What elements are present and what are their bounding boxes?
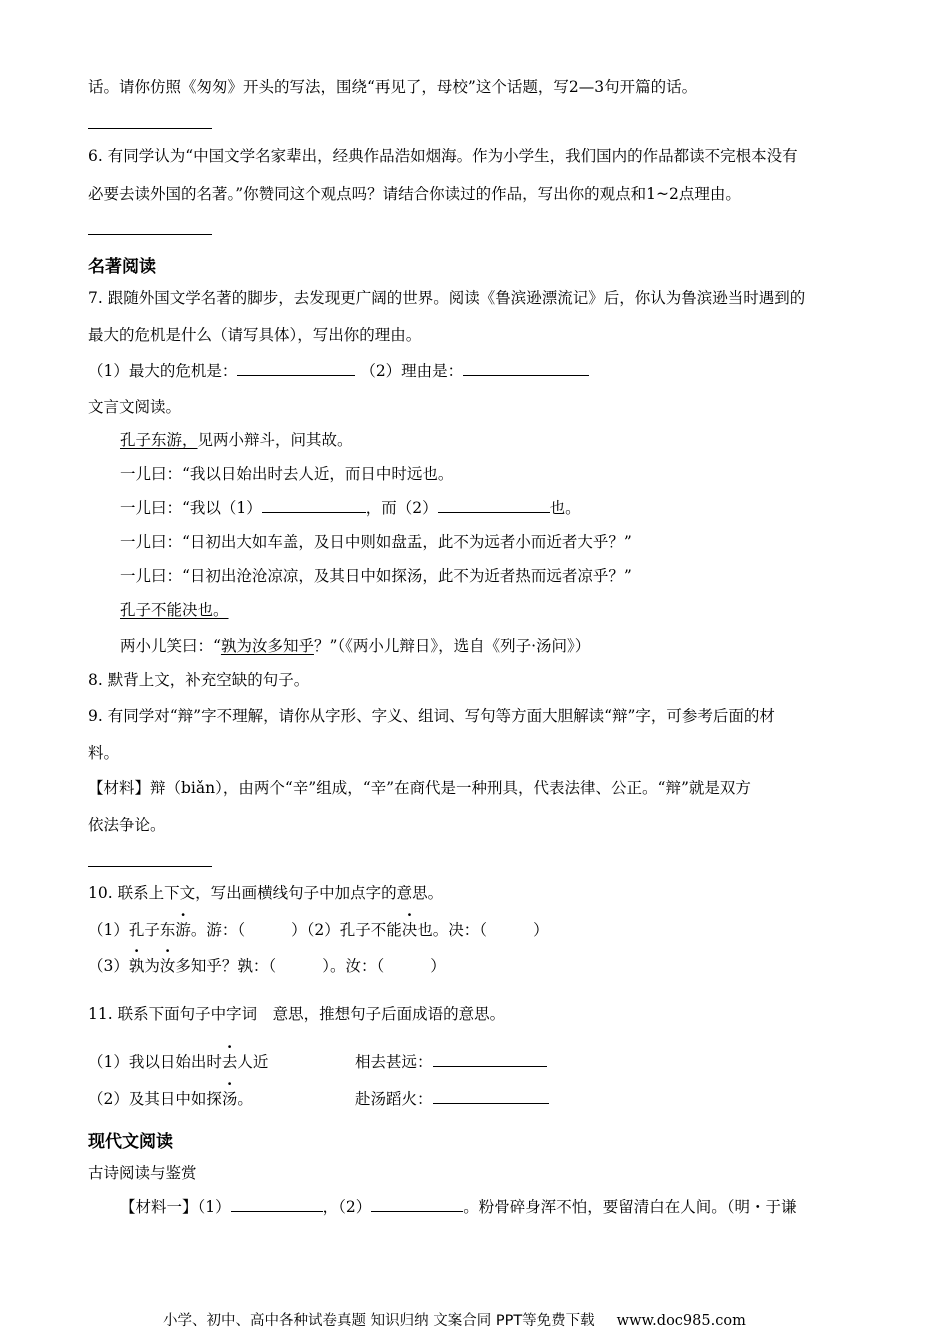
wenyan-line2: 一儿曰：“我以日始出时去人近，而日中时远也。 — [120, 465, 454, 483]
q10-p3-c: 多知乎？孰：（ — [175, 957, 277, 975]
wenyan-line7 — [120, 636, 590, 656]
q11-idiom2-label: 赴汤蹈火： — [355, 1090, 433, 1108]
q10-row2 — [88, 956, 446, 976]
material-one-blank-1[interactable] — [231, 1197, 323, 1212]
q11-stem: 11. 联系下面句子中字词 意思，推想句子后面成语的意思。 — [88, 1005, 506, 1023]
q8: 8. 默背上文，补充空缺的句子。 — [88, 671, 310, 689]
q10-p1-c: ）（2）孔子不能 — [291, 921, 402, 939]
q10-p3-a: （3） — [88, 957, 129, 975]
q7-line1: 7. 跟随外国文学名著的脚步，去发现更广阔的世界。阅读《鲁滨逊漂流记》后，你认为鲁滨逊当时遇到的 — [88, 289, 806, 307]
q10-p1-e: ） — [533, 921, 549, 939]
q11-r2-a: （2）及其日中如探 — [88, 1090, 222, 1108]
q6-line2: 必要去读外国的名著。”你赞同这个观点吗？请结合你读过的作品，写出你的观点和1~2点理由。 — [88, 185, 741, 203]
page-footer — [163, 1309, 746, 1330]
q11-idiom1-label: 相去甚远： — [355, 1053, 433, 1071]
q7-blank-reason[interactable] — [463, 361, 589, 376]
wenyan-line7-a: 两小儿笑曰：“ — [120, 637, 221, 655]
q10-p1-d: 也。决：（ — [417, 921, 488, 939]
material-one-c: 。粉骨碎身浑不怕，要留清白在人间。（明・于谦 — [463, 1198, 797, 1216]
wenyan-blank-1[interactable] — [262, 498, 366, 513]
wenyan-line3-b: ，而（2） — [365, 499, 438, 517]
wenyan-line1-underlined: 孔子东游， — [120, 431, 198, 449]
material-one-b: ，（2） — [322, 1198, 372, 1216]
dotted-char-you: 游 — [175, 921, 191, 939]
q11-row1 — [88, 1052, 268, 1072]
wenyan-line1 — [120, 430, 353, 450]
q7-part2-label: （2）理由是： — [360, 362, 464, 380]
q10-p1-a: （1）孔子东 — [88, 921, 176, 939]
q9-material-line2: 依法争论。 — [88, 816, 166, 834]
section-heading-classics: 名著阅读 — [88, 257, 156, 277]
q11-r1-a: （1）我以日始出时 — [88, 1053, 222, 1071]
material-one-blank-2[interactable] — [371, 1197, 463, 1212]
wenyan-line4: 一儿曰：“日初出大如车盖，及日中则如盘盂，此不为远者小而近者大乎？” — [120, 533, 632, 551]
dotted-char-jue: 决 — [401, 921, 418, 939]
dotted-char-qu: 去 — [221, 1053, 238, 1071]
material-one — [120, 1197, 797, 1217]
q11-idiom1 — [355, 1052, 547, 1072]
q7-line2: 最大的危机是什么（请写具体），写出你的理由。 — [88, 326, 422, 344]
wenyan-blank-2[interactable] — [438, 498, 550, 513]
q7-answer-row — [88, 361, 589, 381]
q9-material-line1: 【材料】辩（biǎn），由两个“辛”组成，“辛”在商代是一种刑具，代表法律、公正。“辩”就是双方 — [88, 779, 751, 797]
wenyan-line1-rest: 见两小辩斗，问其故。 — [197, 431, 353, 449]
answer-line-q6 — [88, 234, 212, 235]
q10-p3-d: ）。汝：（ — [322, 957, 385, 975]
q10-p3-e: ） — [430, 957, 446, 975]
q7-blank-crisis[interactable] — [237, 361, 355, 376]
footer-url[interactable]: www.doc985.com — [616, 1313, 746, 1329]
q10-p3-b: 为 — [144, 957, 160, 975]
section-heading-modern: 现代文阅读 — [88, 1132, 173, 1152]
poem-intro: 古诗阅读与鉴赏 — [88, 1164, 197, 1182]
q10-row1 — [88, 920, 549, 940]
q11-blank-2[interactable] — [433, 1089, 549, 1104]
wenyan-line6-underlined: 孔子不能决也。 — [120, 601, 229, 619]
wenyan-line7-underlined: 孰为汝多知乎 — [220, 637, 314, 655]
material-one-a: 【材料一】（1） — [120, 1198, 231, 1216]
wenyan-line3-a: 一儿曰：“我以（1） — [120, 499, 262, 517]
dotted-char-ru: 汝 — [159, 957, 176, 975]
wenyan-line6 — [120, 600, 229, 620]
q10-stem: 10. 联系上下文，写出画横线句子中加点字的意思。 — [88, 884, 444, 902]
dotted-char-shu: 孰 — [128, 957, 145, 975]
q11-blank-1[interactable] — [433, 1052, 547, 1067]
q11-idiom2 — [355, 1089, 549, 1109]
q7-part1-label: （1）最大的危机是： — [88, 362, 238, 380]
q11-row2 — [88, 1089, 253, 1109]
q11-r2-b: 。 — [237, 1090, 253, 1108]
dotted-char-tang: 汤 — [221, 1090, 238, 1108]
wenyan-line3 — [120, 498, 581, 518]
q6-line1: 6. 有同学认为“中国文学名家辈出，经典作品浩如烟海。作为小学生，我们国内的作品都读不完根本没有 — [88, 147, 798, 165]
q9-line1: 9. 有同学对“辩”字不理解，请你从字形、字义、组词、写句等方面大胆解读“辩”字，可参考后面的材 — [88, 707, 775, 725]
footer-text: 小学、初中、高中各种试卷真题 知识归纳 文案合同 PPT等免费下载 — [163, 1313, 595, 1329]
wenyan-line3-c: 也。 — [549, 499, 581, 517]
q9-line2: 料。 — [88, 744, 120, 762]
wenyan-line7-source: ？”（《两小儿辩日》，选自《列子·汤问》） — [313, 637, 591, 655]
answer-line-q9 — [88, 866, 212, 867]
answer-line-q5 — [88, 128, 212, 129]
wenyan-intro: 文言文阅读。 — [88, 398, 182, 416]
q11-r1-b: 人近 — [237, 1053, 269, 1071]
q5-tail: 话。请你仿照《匆匆》开头的写法，围绕“再见了，母校”这个话题，写2—3句开篇的话。 — [88, 78, 698, 96]
q10-p1-b: 。游：（ — [190, 921, 246, 939]
wenyan-line5: 一儿曰：“日初出沧沧凉凉，及其日中如探汤，此不为近者热而远者凉乎？” — [120, 567, 632, 585]
